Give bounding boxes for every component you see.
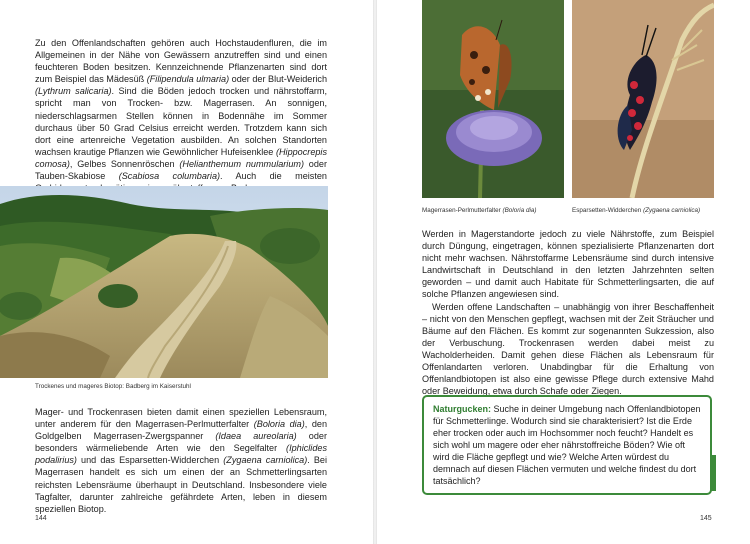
photo-boloria-dia-butterfly: [422, 0, 564, 198]
page-number-right: 145: [700, 515, 712, 522]
page-number-left: 144: [35, 515, 47, 522]
scientific-name: (Boloria dia): [502, 207, 537, 214]
text-run: Zu den Offenlandschaften gehören auch Hochstaudenfluren, die im Allgemeinen in der Nähe von Gewässern anzutreffen sind und einen feuchteren Boden besitzen. Kennzeichnende Pflanzenarten sind dort zum Beispiel das Mädesüß: [35, 38, 327, 85]
text-run: . Bei Magerrasen handelt es sich um einen der an Schmetterlingsarten reichsten Lebensräume überhaupt in Deutschland. Insbesondere viele Tagfalter, darunter zahlreiche gefährdete Arten, leben in diesem speziellen Biotop.: [35, 455, 328, 514]
photo-zygaena-carniolica-moth: [572, 0, 714, 198]
right-paragraph-1-text: [422, 228, 714, 301]
left-paragraph-2: [35, 406, 327, 515]
chapter-tab-marker: [711, 455, 716, 491]
text-run: Esparsetten-Widderchen: [572, 207, 644, 214]
photo-caption-badberg: Trockenes und mageres Biotop: Badberg im Kaiserstuhl: [35, 383, 191, 390]
scientific-name: (Zygaena carniolica): [643, 207, 701, 214]
naturgucken-label: Naturgucken:: [433, 404, 492, 414]
scientific-name: (Filipendula ulmaria): [146, 74, 230, 85]
left-paragraph-1-text: [35, 37, 327, 194]
naturgucken-text: Suche in deiner Umgebung nach Offenlandbiotopen für Schmetterlinge. Wodurch sind sie charakterisiert? Ist die Erde eher trocken oder auch im Hochsommer noch feucht? Handelt es sich wohl um magere oder eher nährstoffreiche Böden? Wie oft wird die Fläche gepflegt und wie? Welche Arten würdest du demnach auf diesen Flächen vermuten und welche findest du dort tatsächlich?: [433, 404, 701, 486]
text-run: Magerrasen-Perlmutterfalter: [422, 207, 503, 214]
scientific-name: (Scabiosa columbaria): [118, 171, 221, 182]
scientific-name: (Boloria dia): [253, 419, 305, 430]
text-run: oder der Blut-Weiderich: [229, 74, 328, 85]
photo-caption-boloria: [422, 207, 567, 215]
scientific-name: (Hippocrepis comosa): [35, 146, 327, 169]
text-run: . Auch die meisten: [220, 171, 327, 182]
text-run: , den Goldgelben Magerrasen-Zwergspanner: [35, 419, 328, 442]
text-run: Werden offene Landschaften – unabhängig von ihrer Beschaffenheit – nicht von den Menschen gepflegt, wachsen mit der Zeit Sträucher und Bäume auf den Flächen. Es kommt zur sogenannten Sukzession, also der Verbuschung. Trockenrasen werden dabei meist zu Wacholderheiden. Damit gehen diese Flächen als Lebensraum für Offenlandarten verloren. Unabdingbar für die Erhaltung von Offenlandbiotopen ist also eine gewisse Pflege durch extensive Mahd oder Beweidung, etwa durch Schafe oder Ziegen.: [422, 301, 714, 397]
photo-badberg-landscape: [0, 186, 328, 378]
naturgucken-box: [422, 395, 712, 495]
left-paragraph-1: [35, 37, 327, 194]
text-run: und das Esparsetten-Widderchen: [76, 455, 224, 466]
text-run: Werden in Magerstandorte jedoch zu viele Nährstoffe, zum Beispiel durch Düngung, eingetragen, können spezialisierte Pflanzenarten dort nicht mehr wachsen. Nährstoffarme Lebensräume sind durch intensive Landwirtschaft in Deutschland in den letzten Jahrzehnten selten geworden – und damit auch Habitate für Schmetterlingsarten, die auf solche Pflanzen angewiesen sind.: [422, 229, 714, 300]
scientific-name: (Lythrum salicaria): [35, 86, 112, 97]
photo-caption-zygaena: [572, 207, 717, 215]
text-run: oder Tauben-Skabiose: [35, 158, 328, 182]
scientific-name: (Iphiclides podalirius): [35, 443, 327, 466]
scientific-name: (Idaea aureolaria): [215, 431, 297, 442]
right-paragraphs: [422, 228, 714, 397]
scientific-name: (Zygaena carniolica): [223, 455, 308, 466]
book-gutter: [373, 0, 377, 544]
text-run: . Sind die Böden jedoch trocken und nährstoffarm, spricht man von Trocken- bzw. Magerrasen. An sonnigen, niederschlagsarmen Stellen können in Bodennähe im Sommer durchaus über 50 Grad Celsius erreicht werden. Trotzdem kann sich dort eine artenreiche Vegetation ausbilden. An solchen Standorten wachsen krautige Pflanzen wie Gewöhnlicher Hufeisenklee: [35, 86, 328, 157]
scientific-name: (Helianthemum nummularium): [179, 158, 304, 169]
text-run: Mager- und Trockenrasen bieten damit einen speziellen Lebensraum, unter anderem für den Magerrasen-Perlmutterfalter: [35, 407, 327, 430]
text-run: , Gelbes Sonnenröschen: [69, 158, 180, 169]
left-paragraph-2-text: [35, 406, 327, 515]
text-run: oder besonders wärmeliebende Arten wie den Segelfalter: [35, 431, 327, 454]
right-paragraph-2-text: [422, 301, 714, 398]
